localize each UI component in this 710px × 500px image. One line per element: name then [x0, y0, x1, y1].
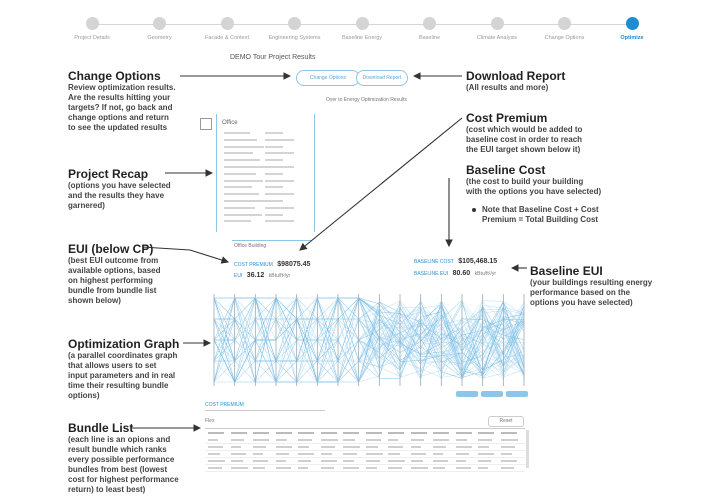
cost-premium-value: $98075.45: [277, 261, 311, 268]
step-label: Optimize: [620, 35, 644, 41]
annotation-title: Baseline Cost: [466, 163, 546, 177]
annotation-title: EUI (below CP): [68, 242, 154, 256]
arrow-eui: [142, 247, 228, 262]
step-label: Baseline Energy: [341, 35, 383, 41]
annotation-title: Bundle List: [68, 421, 134, 435]
step-label: Project Details: [74, 35, 110, 41]
annotation-line: every possible performance: [68, 455, 175, 464]
annotation-line: time their resulting bundle: [68, 381, 169, 390]
eui-unit: kBtu/ft²/yr: [268, 273, 291, 279]
annotation-line: (each line is an opions and: [68, 435, 171, 444]
step-label: Geometry: [147, 35, 172, 41]
annotation-line: (a parallel coordinates graph: [68, 351, 178, 360]
annotation-line: Review optimization results.: [68, 83, 176, 92]
baseline-cost-label: BASELINE COST: [414, 259, 454, 265]
eui-value: 36.12: [246, 272, 265, 279]
arrow-cost-premium: [300, 118, 462, 250]
annotation-line: (options you have selected: [68, 181, 171, 190]
annotation-line: bundle from bundle list: [68, 286, 157, 295]
annotation-title: Optimization Graph: [68, 337, 180, 351]
step-label: Facade & Context: [204, 35, 250, 41]
annotation-line: Are the results hitting your: [68, 93, 171, 102]
baseline-cost-value: $105,468.15: [458, 258, 498, 265]
annotation-line: input parameters and in real: [68, 371, 176, 380]
annotation-title: Change Options: [68, 69, 161, 83]
annotation-line: available options, based: [68, 266, 161, 275]
annotation-title: Project Recap: [68, 167, 149, 181]
step-label: Change Options: [544, 35, 585, 41]
annotation-line: to see the updated results: [68, 123, 168, 132]
annotation-line: (cost which would be added to: [466, 125, 583, 134]
annotation-title: Baseline EUI: [530, 264, 603, 278]
annotation-line: (best EUI outcome from: [68, 256, 159, 265]
annotation-line: and the results they have: [68, 191, 165, 200]
annotation-line: Note that Baseline Cost + Cost: [482, 205, 599, 214]
reset-button[interactable]: Reset: [488, 416, 524, 427]
annotation-line: result bundle which ranks: [68, 445, 167, 454]
annotation-line: bundles from best (lowest: [68, 465, 168, 474]
project-subtitle: DEMO Tour Project Results: [230, 54, 316, 61]
annotation-line: performance based on the: [530, 288, 631, 297]
annotation-line: targets? If not, go back and: [68, 103, 173, 112]
baseline-eui-value: 80.60: [452, 270, 471, 277]
bundle-search-input[interactable]: Flex: [205, 418, 215, 424]
baseline-eui-label: BASELINE EUI: [414, 271, 449, 277]
change-options-button[interactable]: Change Options: [296, 70, 360, 86]
recap-title: Office: [222, 120, 238, 126]
annotation-line: (All results and more): [466, 83, 549, 92]
step-label: Baseline: [418, 35, 441, 41]
eui-label: EUI: [234, 273, 243, 279]
annotation-title: Download Report: [466, 69, 566, 83]
annotation-line: shown below): [68, 296, 121, 305]
annotation-line: that allows users to set: [68, 361, 157, 370]
step-label: Climate Analysis: [476, 35, 518, 41]
annotation-line: (your buildings resulting energy: [530, 278, 653, 287]
results-caption: Over to Energy Optimization Results: [326, 97, 407, 103]
baseline-eui-unit: kBtu/ft²/yr: [474, 271, 497, 277]
annotation-line: (the cost to build your building: [466, 177, 584, 186]
step-label: Engineering Systems: [268, 35, 321, 41]
annotation-line: return) to least best): [68, 485, 146, 494]
section-label: Office Building: [234, 243, 267, 249]
annotation-line: with the options you have selected): [466, 187, 602, 196]
download-report-button[interactable]: Download Report: [356, 70, 408, 86]
annotation-line: the EUI target shown below it): [466, 145, 581, 154]
annotation-line: options): [68, 391, 100, 400]
annotation-line: change options and return: [68, 113, 169, 122]
annotation-title: Cost Premium: [466, 111, 548, 125]
annotation-line: baseline cost in order to reach: [466, 135, 583, 144]
annotation-line: Premium = Total Building Cost: [482, 215, 599, 224]
annotation-line: options you have selected): [530, 298, 633, 307]
annotation-line: on highest performing: [68, 276, 153, 285]
cost-premium-label: COST PREMIUM: [234, 262, 273, 268]
bundle-list-header: COST PREMIUM: [205, 402, 244, 408]
annotation-line: garnered): [68, 201, 105, 210]
annotation-line: cost for highest performance: [68, 475, 179, 484]
